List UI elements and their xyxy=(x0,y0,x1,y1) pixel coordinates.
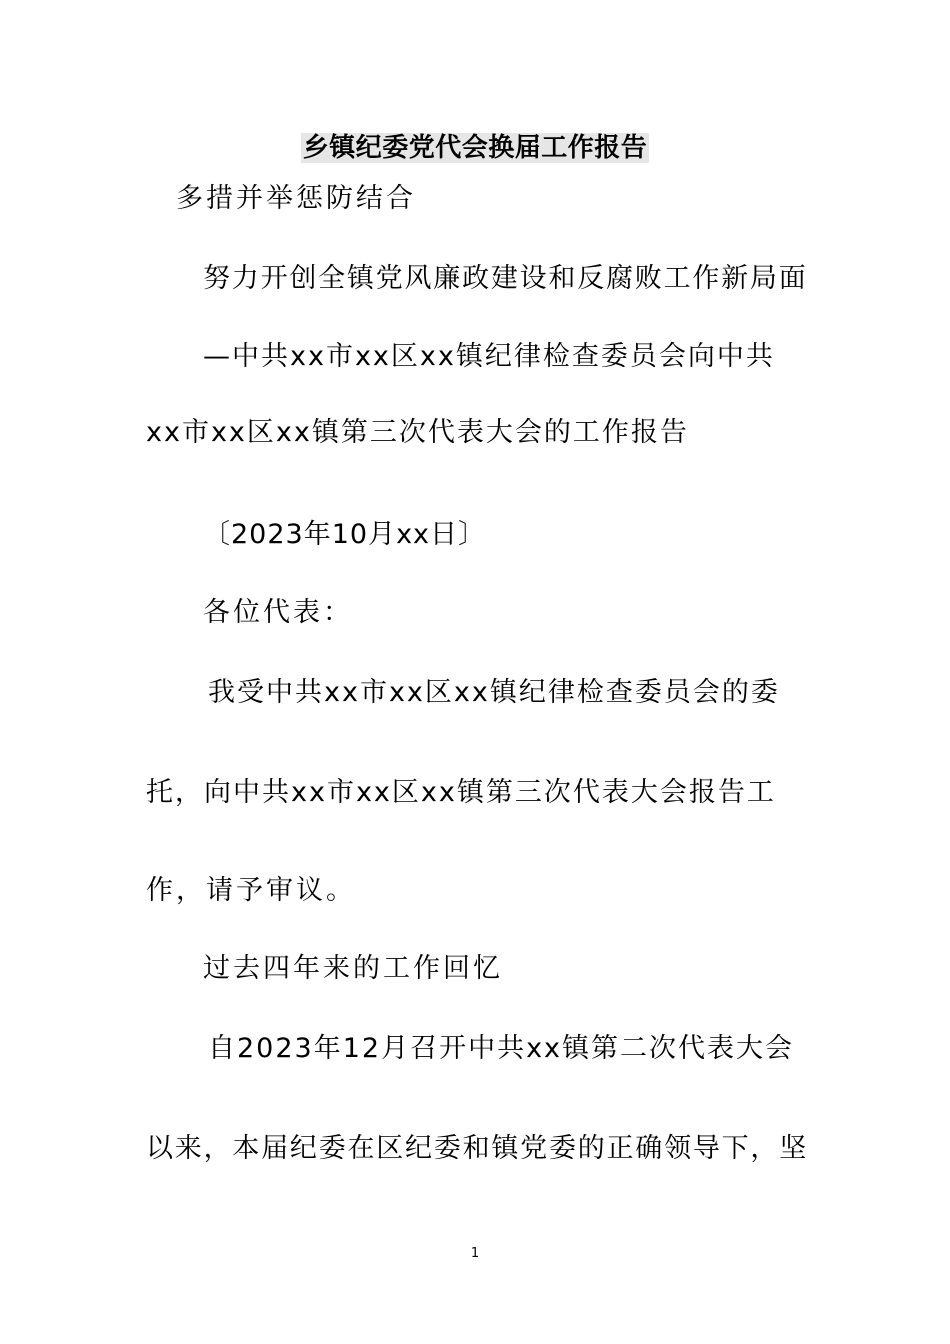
report-subtitle-line-1: —中共xx市xx区xx镇纪律检查委员会向中共 xyxy=(203,341,775,372)
document-title-text: 乡镇纪委党代会换届工作报告 xyxy=(302,133,648,163)
salutation: 各位代表： xyxy=(203,597,353,628)
body-paragraph-line: 以来，本届纪委在区纪委和镇党委的正确领导下，坚 xyxy=(146,1133,808,1164)
page-number: 1 xyxy=(470,1246,480,1261)
heading-line: 努力开创全镇党风廉政建设和反腐败工作新局面 xyxy=(203,263,808,294)
body-paragraph-line: 自2023年12月召开中共xx镇第二次代表大会 xyxy=(208,1033,795,1064)
body-paragraph-line: 作，请予审议。 xyxy=(146,875,356,906)
subtitle-line: 多措并举惩防结合 xyxy=(176,183,416,214)
report-date: 〔2023年10月xx日〕 xyxy=(203,519,487,550)
section-heading: 过去四年来的工作回忆 xyxy=(203,953,503,984)
body-paragraph-line: 我受中共xx市xx区xx镇纪律检查委员会的委 xyxy=(208,677,780,708)
body-paragraph-line: 托，向中共xx市xx区xx镇第三次代表大会报告工 xyxy=(146,777,776,808)
document-title xyxy=(0,130,950,166)
report-subtitle-line-2: xx市xx区xx镇第三次代表大会的工作报告 xyxy=(146,417,689,448)
